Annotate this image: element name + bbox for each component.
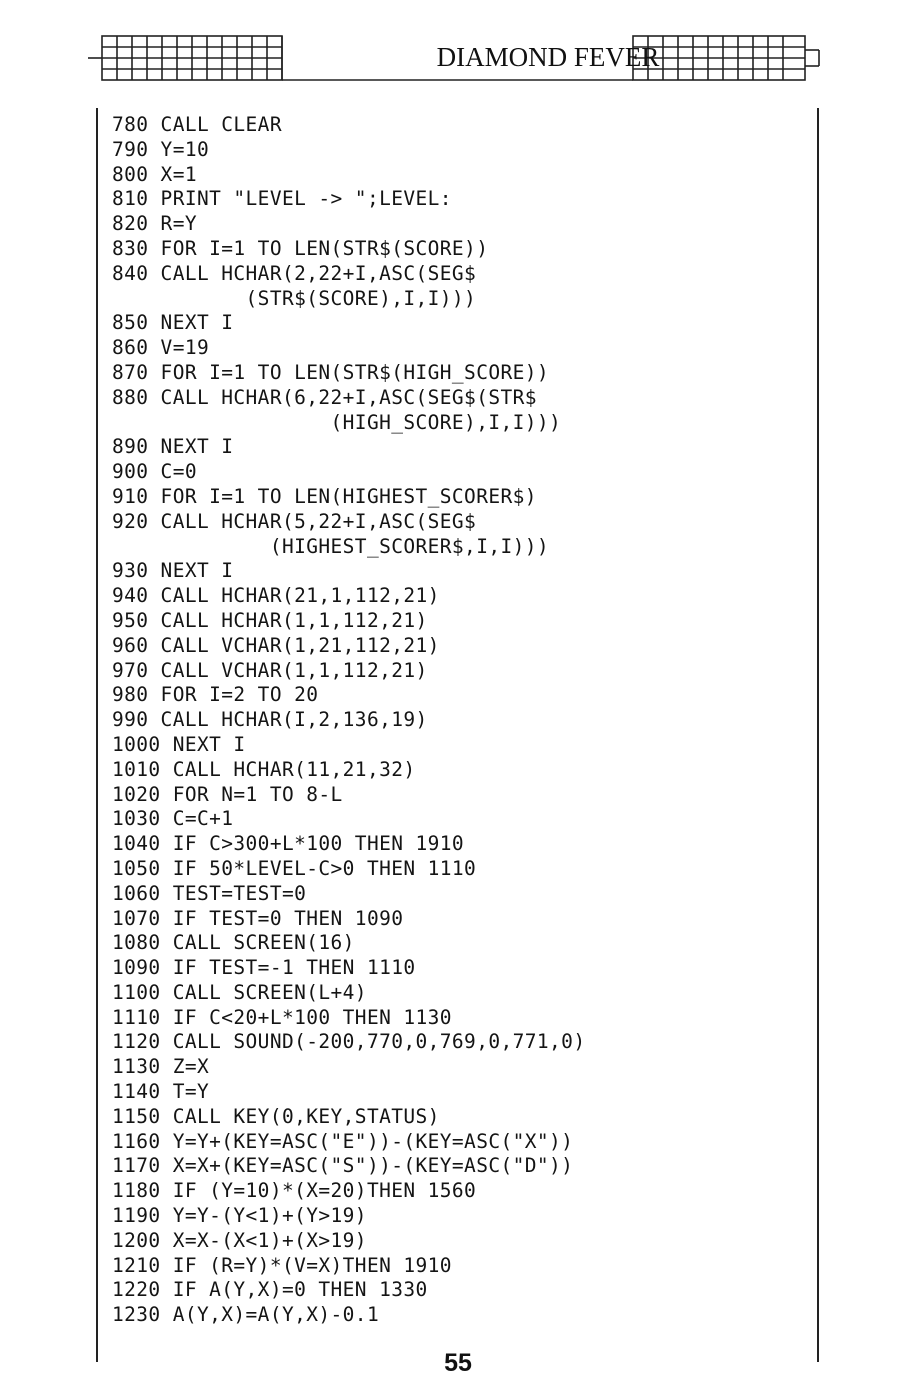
code-line: 960 CALL VCHAR(1,21,112,21): [112, 633, 440, 657]
code-line: 1110 IF C<20+L*100 THEN 1130: [112, 1005, 452, 1029]
code-line: 1170 X=X+(KEY=ASC("S"))-(KEY=ASC("D")): [112, 1154, 574, 1178]
code-line: 1060 TEST=TEST=0: [112, 881, 307, 905]
code-line: 1180 IF (Y=10)*(X=20)THEN 1560: [112, 1179, 477, 1203]
code-line: 1230 A(Y,X)=A(Y,X)-0.1: [112, 1303, 380, 1327]
code-line: 1140 T=Y: [112, 1080, 210, 1104]
code-line: 1090 IF TEST=-1 THEN 1110: [112, 956, 416, 980]
code-line: 1000 NEXT I: [112, 732, 246, 756]
code-line: 920 CALL HCHAR(5,22+I,ASC(SEG$: [112, 509, 477, 533]
code-line: 930 NEXT I: [112, 559, 234, 583]
code-line: 850 NEXT I: [112, 311, 234, 335]
code-line: 1070 IF TEST=0 THEN 1090: [112, 906, 404, 930]
page-number: 55: [444, 1349, 472, 1377]
code-line: 1100 CALL SCREEN(L+4): [112, 980, 367, 1004]
code-line: 970 CALL VCHAR(1,1,112,21): [112, 658, 428, 682]
code-line: 810 PRINT "LEVEL -> ";LEVEL:: [112, 187, 452, 211]
code-line: 980 FOR I=2 TO 20: [112, 683, 319, 707]
code-line: 1190 Y=Y-(Y<1)+(Y>19): [112, 1204, 367, 1228]
code-line: 950 CALL HCHAR(1,1,112,21): [112, 608, 428, 632]
code-line: 990 CALL HCHAR(I,2,136,19): [112, 708, 428, 732]
code-line: 870 FOR I=1 TO LEN(STR$(HIGH_SCORE)): [112, 360, 550, 384]
right-margin-rule: [817, 108, 819, 1362]
page-header: [88, 32, 823, 84]
code-line: 1200 X=X-(X<1)+(X>19): [112, 1228, 367, 1252]
page-title: DIAMOND FEVER: [436, 42, 660, 72]
code-line: 890 NEXT I: [112, 435, 234, 459]
code-line: 790 Y=10: [112, 137, 210, 161]
code-line: 780 CALL CLEAR: [112, 113, 282, 136]
program-listing: [112, 113, 812, 1328]
code-line: (HIGHEST_SCORER$,I,I))): [112, 534, 550, 558]
code-line: (HIGH_SCORE),I,I))): [112, 410, 562, 434]
code-line: 1040 IF C>300+L*100 THEN 1910: [112, 832, 465, 856]
code-line: 1210 IF (R=Y)*(V=X)THEN 1910: [112, 1253, 452, 1277]
code-line: 820 R=Y: [112, 212, 197, 236]
code-line: 1010 CALL HCHAR(11,21,32): [112, 757, 416, 781]
code-line: (STR$(SCORE),I,I))): [112, 286, 477, 310]
code-line: 880 CALL HCHAR(6,22+I,ASC(SEG$(STR$: [112, 385, 537, 409]
code-line: 1020 FOR N=1 TO 8-L: [112, 782, 343, 806]
code-line: 800 X=1: [112, 162, 197, 186]
code-line: 1220 IF A(Y,X)=0 THEN 1330: [112, 1278, 428, 1302]
code-line: 1050 IF 50*LEVEL-C>0 THEN 1110: [112, 856, 477, 880]
code-line: 940 CALL HCHAR(21,1,112,21): [112, 584, 440, 608]
code-line: 860 V=19: [112, 336, 210, 360]
code-line: 1030 C=C+1: [112, 807, 234, 831]
code-line: 900 C=0: [112, 460, 197, 484]
code-line: 840 CALL HCHAR(2,22+I,ASC(SEG$: [112, 261, 477, 285]
code-line: 1160 Y=Y+(KEY=ASC("E"))-(KEY=ASC("X")): [112, 1129, 574, 1153]
code-line: 910 FOR I=1 TO LEN(HIGHEST_SCORER$): [112, 484, 537, 508]
code-line: 1080 CALL SCREEN(16): [112, 931, 355, 955]
code-line: 1150 CALL KEY(0,KEY,STATUS): [112, 1104, 440, 1128]
code-line: 830 FOR I=1 TO LEN(STR$(SCORE)): [112, 236, 489, 260]
left-margin-rule: [96, 108, 98, 1362]
code-line: 1120 CALL SOUND(-200,770,0,769,0,771,0): [112, 1030, 586, 1054]
code-line: 1130 Z=X: [112, 1055, 210, 1079]
